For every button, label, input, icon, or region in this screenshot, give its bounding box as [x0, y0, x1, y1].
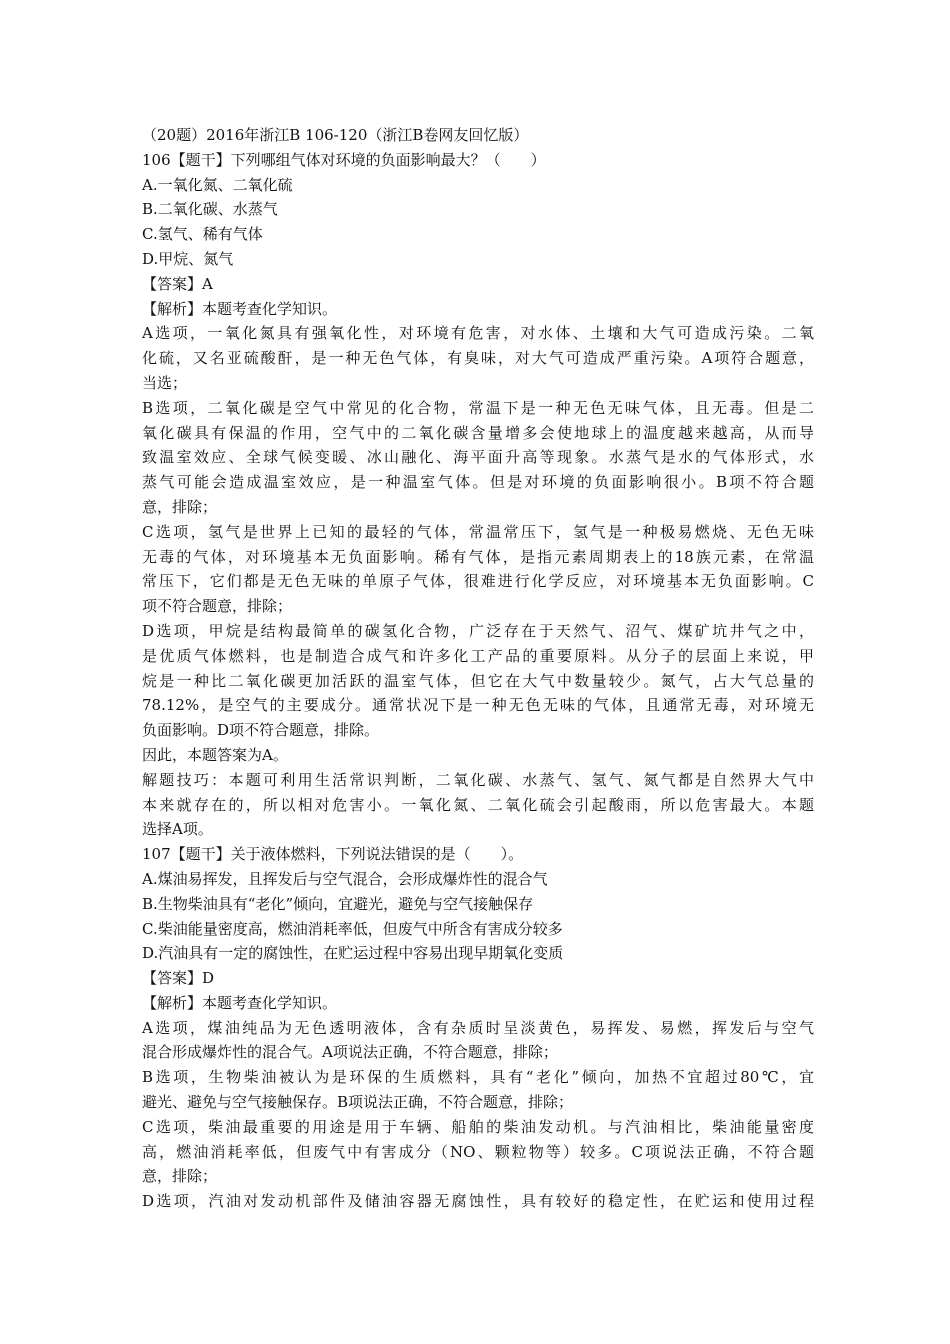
text-line: B选项，生物柴油被认为是环保的生质燃料，具有“老化”倾向，加热不宜超过80℃，宜	[142, 1068, 814, 1087]
text-line: （20题）2016年浙江B 106-120（浙江B卷网友回忆版）	[142, 126, 529, 144]
text-line: 烷是一种比二氧化碳更加活跃的温室气体，但它在大气中数量较少。氮气，占大气总量的	[142, 671, 814, 690]
text-line: 是优质气体燃料，也是制造合成气和许多化工产品的重要原料。从分子的层面上来说，甲	[142, 646, 814, 665]
text-line: D.甲烷、氮气	[142, 249, 234, 268]
text-line: 高，燃油消耗率低，但废气中有害成分（NO、颗粒物等）较多。C项说法正确，不符合题	[142, 1142, 814, 1161]
text-line: 常压下，它们都是无色无味的单原子气体，很难进行化学反应，对环境基本无负面影响。C	[142, 572, 814, 591]
text-line: B.生物柴油具有“老化”倾向，宜避光，避免与空气接触保存	[142, 894, 534, 913]
text-line: 因此，本题答案为A。	[142, 745, 288, 764]
text-line: D.汽油具有一定的腐蚀性，在贮运过程中容易出现早期氧化变质	[142, 944, 564, 963]
text-line: 当选；	[142, 373, 188, 392]
text-line: 本来就存在的，所以相对危害小。一氧化氮、二氧化硫会引起酸雨，所以危害最大。本题	[142, 795, 814, 814]
text-line: 化硫，又名亚硫酸酐，是一种无色气体，有臭味，对大气可造成严重污染。A项符合题意，	[142, 349, 814, 368]
text-line: 选择A项。	[142, 820, 213, 839]
text-line: 避光、避免与空气接触保存。B项说法正确，不符合题意，排除；	[142, 1093, 574, 1112]
text-line: C选项，氢气是世界上已知的最轻的气体，常温常压下，氢气是一种极易燃烧、无色无味	[142, 522, 814, 541]
text-line: 解题技巧：本题可利用生活常识判断，二氧化碳、水蒸气、氢气、氮气都是自然界大气中	[142, 770, 814, 789]
text-line: 致温室效应、全球气候变暖、冰山融化、海平面升高等现象。水蒸气是水的气体形式，水	[142, 448, 814, 467]
text-line: 混合形成爆炸性的混合气。A项说法正确，不符合题意，排除；	[142, 1043, 558, 1062]
text-line: 蒸气可能会造成温室效应，是一种温室气体。但是对环境的负面影响很小。B项不符合题	[142, 473, 814, 492]
text-line: C选项，柴油最重要的用途是用于车辆、船舶的柴油发动机。与汽油相比，柴油能量密度	[142, 1117, 814, 1136]
text-line: A选项，煤油纯品为无色透明液体，含有杂质时呈淡黄色，易挥发、易燃，挥发后与空气	[142, 1018, 814, 1037]
text-line: 项不符合题意，排除；	[142, 597, 293, 616]
text-line: A.一氧化氮、二氧化硫	[142, 175, 293, 194]
text-line: 【解析】本题考查化学知识。	[142, 299, 338, 318]
text-line: A选项，一氧化氮具有强氧化性，对环境有危害，对水体、土壤和大气可造成污染。二氧	[142, 324, 814, 343]
text-line: 意，排除；	[142, 1167, 218, 1186]
text-line: A.煤油易挥发，且挥发后与空气混合，会形成爆炸性的混合气	[142, 869, 548, 888]
text-line: 【答案】A	[142, 274, 213, 293]
text-line: 107【题干】关于液体燃料，下列说法错误的是（ ）。	[142, 845, 524, 864]
text-line: C.柴油能量密度高，燃油消耗率低，但废气中所含有害成分较多	[142, 919, 563, 938]
document-page	[142, 123, 814, 1214]
text-line: 无毒的气体，对环境基本无负面影响。稀有气体，是指元素周期表上的18族元素，在常温	[142, 547, 814, 566]
text-line: 78.12%，是空气的主要成分。通常状况下是一种无色无味的气体，且通常无毒，对环境无	[142, 696, 814, 715]
text-line: B.二氧化碳、水蒸气	[142, 200, 278, 219]
text-line: B选项，二氧化碳是空气中常见的化合物，常温下是一种无色无味气体，且无毒。但是二	[142, 398, 814, 417]
text-line: 106【题干】下列哪组气体对环境的负面影响最大？（ ）	[142, 150, 546, 169]
text-line: C.氢气、稀有气体	[142, 225, 263, 244]
text-line: 氧化碳具有保温的作用，空气中的二氧化碳含量增多会使地球上的温度越来越高，从而导	[142, 423, 814, 442]
text-line: 负面影响。D项不符合题意，排除。	[142, 721, 380, 740]
text-line: 【解析】本题考查化学知识。	[142, 993, 338, 1012]
text-line: D选项，甲烷是结构最简单的碳氢化合物，广泛存在于天然气、沼气、煤矿坑井气之中，	[142, 621, 814, 640]
text-line: D选项，汽油对发动机部件及储油容器无腐蚀性，具有较好的稳定性，在贮运和使用过程	[142, 1192, 814, 1211]
text-line: 意，排除；	[142, 497, 218, 516]
text-line: 【答案】D	[142, 969, 215, 988]
